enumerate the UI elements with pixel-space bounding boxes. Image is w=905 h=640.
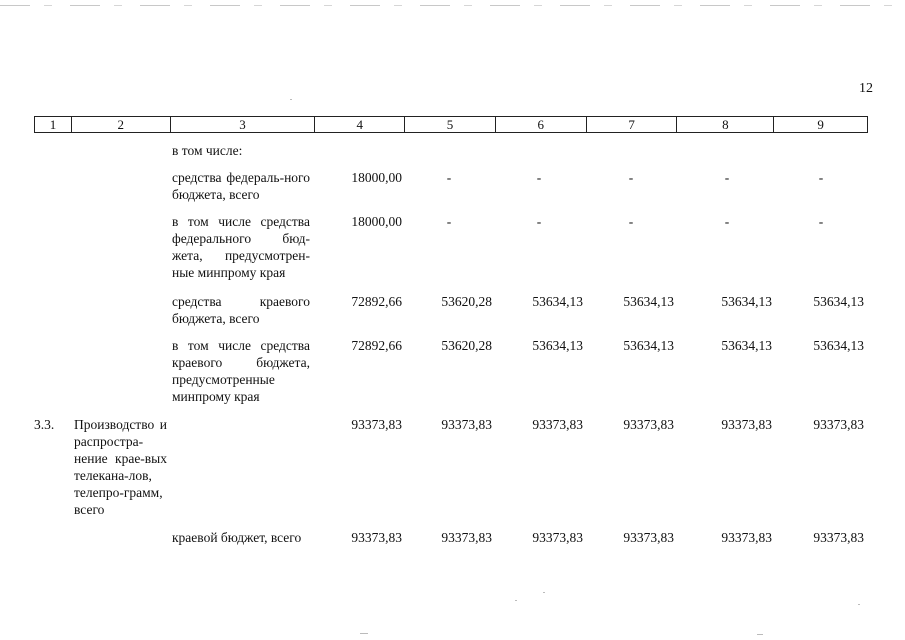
value-col-8: - bbox=[724, 214, 730, 229]
row-description: средства федераль-ного бюджета, всего bbox=[172, 170, 310, 202]
value-col-9: 53634,13 bbox=[813, 294, 864, 309]
value-col-7: 93373,83 bbox=[623, 530, 674, 545]
value-col-9: 53634,13 bbox=[813, 338, 864, 353]
header-col-9: 9 bbox=[817, 117, 824, 132]
header-col-2: 2 bbox=[72, 117, 171, 132]
value-col-5: - bbox=[446, 170, 452, 185]
page-number: 12 bbox=[859, 81, 873, 96]
header-col-7: 7 bbox=[587, 117, 678, 132]
value-col-7: 93373,83 bbox=[623, 417, 674, 432]
value-col-6: 53634,13 bbox=[532, 294, 583, 309]
value-col-6: 93373,83 bbox=[532, 417, 583, 432]
header-col-1: 1 bbox=[35, 117, 72, 132]
scan-speck bbox=[360, 633, 368, 634]
value-col-7: - bbox=[628, 170, 634, 185]
value-col-5: - bbox=[446, 214, 452, 229]
value-col-9: 93373,83 bbox=[813, 530, 864, 545]
value-col-5: 93373,83 bbox=[441, 417, 492, 432]
value-col-8: 93373,83 bbox=[721, 530, 772, 545]
value-col-9: 93373,83 bbox=[813, 417, 864, 432]
value-col-8: 93373,83 bbox=[721, 417, 772, 432]
value-col-6: 53634,13 bbox=[532, 338, 583, 353]
value-col-9: - bbox=[818, 214, 824, 229]
value-col-4: 18000,00 bbox=[351, 170, 402, 185]
scan-speck bbox=[858, 604, 860, 605]
value-col-7: 53634,13 bbox=[623, 294, 674, 309]
scan-artifact-line bbox=[0, 5, 905, 6]
value-col-8: - bbox=[724, 170, 730, 185]
value-col-4: 93373,83 bbox=[351, 417, 402, 432]
row-description: в том числе: bbox=[172, 143, 243, 158]
table-header-row bbox=[34, 116, 868, 133]
scan-speck bbox=[543, 592, 545, 593]
value-col-5: 53620,28 bbox=[441, 294, 492, 309]
row-description: средства краевого бюджета, всего bbox=[172, 294, 310, 326]
header-col-3: 3 bbox=[171, 117, 316, 132]
item-name: Производство и распростра-нение крае-вых телекана-лов, телепро-грамм, всего bbox=[74, 417, 167, 517]
value-col-4: 72892,66 bbox=[351, 338, 402, 353]
header-col-6: 6 bbox=[496, 117, 587, 132]
scan-speck bbox=[757, 634, 763, 635]
value-col-6: - bbox=[536, 170, 542, 185]
value-col-4: 93373,83 bbox=[351, 530, 402, 545]
row-description: краевой бюджет, всего bbox=[172, 530, 302, 545]
row-description: в том числе средства федерального бюд-жета, предусмотрен-ные минпрому края bbox=[172, 214, 310, 280]
value-col-6: - bbox=[536, 214, 542, 229]
value-col-4: 18000,00 bbox=[351, 214, 402, 229]
value-col-7: - bbox=[628, 214, 634, 229]
header-col-8: 8 bbox=[677, 117, 774, 132]
row-description: в том числе средства краевого бюджета, предусмотренные минпрому края bbox=[172, 338, 310, 404]
value-col-7: 53634,13 bbox=[623, 338, 674, 353]
value-col-6: 93373,83 bbox=[532, 530, 583, 545]
header-col-5: 5 bbox=[405, 117, 496, 132]
value-col-5: 93373,83 bbox=[441, 530, 492, 545]
header-col-4: 4 bbox=[315, 117, 405, 132]
value-col-8: 53634,13 bbox=[721, 294, 772, 309]
scan-speck bbox=[515, 600, 517, 601]
value-col-4: 72892,66 bbox=[351, 294, 402, 309]
item-number: 3.3. bbox=[34, 417, 55, 432]
value-col-9: - bbox=[818, 170, 824, 185]
value-col-8: 53634,13 bbox=[721, 338, 772, 353]
scan-speck bbox=[290, 99, 292, 100]
value-col-5: 53620,28 bbox=[441, 338, 492, 353]
